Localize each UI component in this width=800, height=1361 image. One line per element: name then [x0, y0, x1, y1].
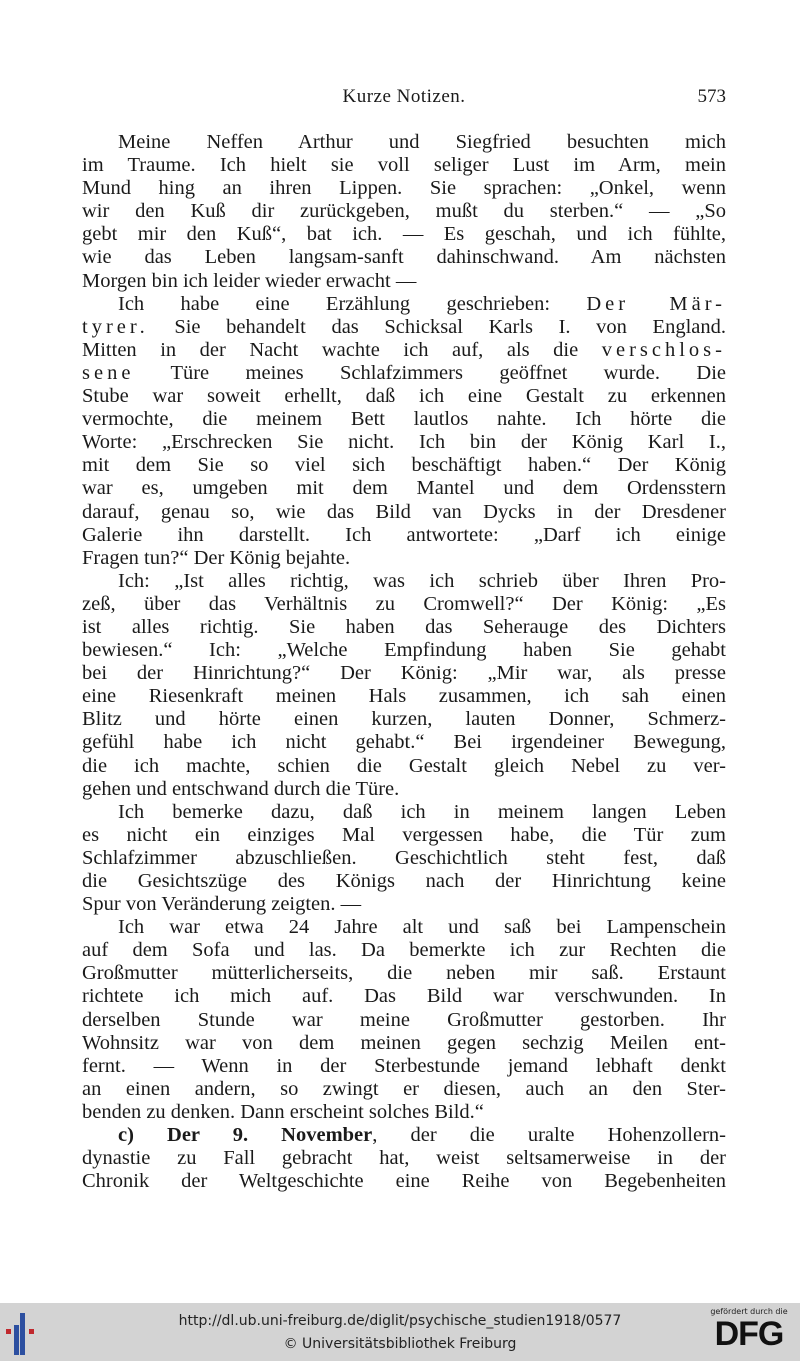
text-segment: derselben Stunde war meine Großmutter gestorben. Ihr	[82, 1008, 726, 1031]
text-segment: gebt mir den Kuß“, bat ich. — Es geschah, und ich fühlte,	[82, 223, 726, 246]
text-line	[82, 316, 726, 339]
text-line	[82, 824, 726, 847]
text-line-content	[82, 547, 726, 570]
text-segment: Ich bemerke dazu, daß ich in meinem langen Leben	[118, 800, 726, 823]
text-segment: Mitten in der Nacht wachte ich auf, als die	[82, 338, 602, 361]
text-line	[82, 1078, 726, 1101]
text-line-content	[82, 708, 726, 731]
text-segment: Ich habe eine Erzählung geschrieben:	[118, 292, 587, 315]
text-line-content	[82, 731, 726, 754]
text-line-content	[82, 431, 726, 454]
text-line-content	[82, 1032, 726, 1055]
text-line	[82, 431, 726, 454]
text-segment: an einen andern, so zwingt er diesen, auch an den Ster-	[82, 1077, 726, 1100]
text-segment: Morgen bin ich leider wieder erwacht —	[82, 269, 417, 292]
text-line	[82, 385, 726, 408]
text-line-content	[82, 870, 726, 893]
running-head	[82, 86, 726, 112]
dfg-logo-text: DFG	[714, 1315, 784, 1353]
text-segment: gehen und entschwand durch die Türe.	[82, 777, 400, 800]
text-segment: Ich war etwa 24 Jahre alt und saß bei Lampenschein	[118, 916, 726, 939]
text-line	[82, 131, 726, 154]
text-line-content	[82, 824, 726, 847]
text-segment: war es, umgeben mit dem Mantel und dem Ordensstern	[82, 477, 726, 500]
footer-bar	[0, 1303, 800, 1361]
text-line	[82, 477, 726, 500]
dfg-logo	[708, 1307, 790, 1357]
text-line	[82, 200, 726, 223]
text-line	[82, 524, 726, 547]
text-line-content	[118, 916, 726, 939]
text-line	[82, 1147, 726, 1170]
text-line	[82, 616, 726, 639]
spaced-emphasis-text: Der Mär-	[586, 292, 726, 315]
text-line-content	[82, 316, 726, 339]
text-line	[82, 1055, 726, 1078]
running-title: Kurze Notizen.	[342, 86, 466, 107]
text-line	[82, 778, 726, 801]
text-line	[82, 962, 726, 985]
text-segment: Blitz und hörte einen kurzen, lauten Donner, Schmerz-	[82, 708, 726, 731]
text-line-content	[82, 154, 726, 177]
text-segment: Schlafzimmer abzuschließen. Geschichtlich steht fest, daß	[82, 846, 726, 869]
text-segment: richtete ich mich auf. Das Bild war verschwunden. In	[82, 985, 726, 1008]
text-line	[82, 916, 726, 939]
text-segment: bei der Hinrichtung?“ Der König: „Mir war, als presse	[82, 662, 726, 685]
bold-heading-text: c) Der 9. November	[118, 1124, 373, 1147]
text-line-content	[82, 501, 726, 524]
text-line	[82, 685, 726, 708]
text-line	[82, 454, 726, 477]
text-line-content	[82, 1101, 726, 1124]
text-line-content	[82, 362, 726, 385]
text-line-content	[82, 200, 726, 223]
text-segment: darauf, genau so, wie das Bild van Dycks in der Dresdener	[82, 500, 726, 523]
text-line	[82, 177, 726, 200]
text-segment: es nicht ein einziges Mal vergessen habe, die Tür zum	[82, 823, 726, 846]
text-line-content	[82, 893, 726, 916]
text-line	[82, 501, 726, 524]
text-line	[82, 1032, 726, 1055]
text-segment: die Gesichtszüge des Königs nach der Hinrichtung keine	[82, 870, 726, 892]
text-segment: wir den Kuß dir zurückgeben, mußt du sterben.“ — „So	[82, 200, 726, 223]
text-line	[82, 223, 726, 246]
text-line	[82, 593, 726, 616]
text-segment: auf dem Sofa und las. Da bemerkte ich zur Rechten die	[82, 939, 726, 962]
text-segment: Wohnsitz war von dem meinen gegen sechzig Meilen ent-	[82, 1031, 726, 1054]
text-line-content	[82, 246, 726, 269]
text-line-content	[82, 985, 726, 1008]
text-line	[82, 1101, 726, 1124]
text-segment: Stube war soweit erhellt, daß ich eine Gestalt zu erkennen	[82, 385, 726, 408]
text-line	[82, 939, 726, 962]
text-segment: dynastie zu Fall gebracht hat, weist seltsamerweise in der	[82, 1147, 726, 1170]
text-segment: ist alles richtig. Sie haben das Seherauge des Dichters	[82, 615, 726, 638]
text-line	[82, 1170, 726, 1193]
text-segment: mit dem Sie so viel sich beschäftigt haben.“ Der König	[82, 454, 726, 477]
text-line-content	[82, 1078, 726, 1101]
text-segment: benden zu denken. Dann erscheint solches Bild.“	[82, 1100, 484, 1123]
text-line-content	[82, 662, 726, 685]
text-segment: Meine Neffen Arthur und Siegfried besuchten mich	[118, 131, 726, 153]
text-line-content	[118, 131, 726, 154]
spaced-emphasis-text: sene	[82, 361, 135, 384]
text-line-content	[82, 177, 726, 200]
text-line	[82, 362, 726, 385]
text-line-content	[82, 778, 726, 801]
text-line	[82, 755, 726, 778]
text-segment: fernt. — Wenn in der Sterbestunde jemand lebhaft denkt	[82, 1054, 726, 1077]
text-line	[82, 662, 726, 685]
spaced-emphasis-text: verschlos-	[601, 338, 726, 361]
text-line-content	[82, 339, 726, 362]
text-segment: Sie behandelt das Schicksal Karls I. von England.	[148, 315, 726, 338]
text-segment: gefühl habe ich nicht gehabt.“ Bei irgendeiner Bewegung,	[82, 731, 726, 754]
text-line-content	[82, 408, 726, 431]
text-line	[82, 1009, 726, 1032]
text-segment: Spur von Veränderung zeigten. —	[82, 893, 362, 916]
text-segment: im Traume. Ich hielt sie voll seliger Lust im Arm, mein	[82, 154, 726, 177]
text-line-content	[82, 755, 726, 778]
text-line-content	[82, 223, 726, 246]
text-line-content	[82, 847, 726, 870]
text-line-content	[82, 685, 726, 708]
text-segment: Großmutter mütterlicherseits, die neben mir saß. Erstaunt	[82, 962, 726, 985]
text-line-content	[82, 1170, 726, 1193]
text-segment: die ich machte, schien die Gestalt gleich Nebel zu ver-	[82, 754, 726, 777]
text-line-content	[82, 454, 726, 477]
text-line	[82, 408, 726, 431]
text-line	[82, 985, 726, 1008]
dfg-caption: gefördert durch die	[710, 1307, 788, 1316]
text-line-content	[82, 616, 726, 639]
page-number: 573	[697, 86, 726, 107]
text-line-content	[82, 939, 726, 962]
text-line-content	[118, 570, 726, 593]
text-segment: bewiesen.“ Ich: „Welche Empfindung haben Sie gehabt	[82, 639, 726, 662]
text-line-content	[82, 1009, 726, 1032]
text-line-content	[118, 801, 726, 824]
text-segment: Galerie ihn darstellt. Ich antwortete: „Darf ich einige	[82, 523, 726, 546]
text-line	[82, 731, 726, 754]
text-line	[82, 708, 726, 731]
text-line	[82, 154, 726, 177]
text-segment: Fragen tun?“ Der König bejahte.	[82, 546, 351, 569]
text-line-content	[82, 593, 726, 616]
text-segment: , der die uralte Hohenzollern-	[372, 1124, 727, 1147]
text-line	[82, 547, 726, 570]
text-line-content	[118, 293, 726, 316]
text-line	[82, 246, 726, 269]
text-segment: zeß, über das Verhältnis zu Cromwell?“ Der König: „Es	[82, 592, 726, 615]
text-segment: wie das Leben langsam-sanft dahinschwand. Am nächsten	[82, 246, 726, 269]
text-segment: Chronik der Weltgeschichte eine Reihe von Begebenheiten	[82, 1170, 726, 1193]
text-line-content	[82, 962, 726, 985]
text-line-content	[82, 524, 726, 547]
text-line	[82, 1124, 726, 1147]
text-line-content	[82, 639, 726, 662]
text-line	[82, 270, 726, 293]
text-line	[82, 293, 726, 316]
source-url-link[interactable]: http://dl.ub.uni-freiburg.de/diglit/psychische_studien1918/0577	[178, 1313, 622, 1329]
text-segment: vermochte, die meinem Bett lautlos nahte. Ich hörte die	[82, 408, 726, 431]
text-segment: Worte: „Erschrecken Sie nicht. Ich bin der König Karl I.,	[82, 431, 726, 454]
text-line-content	[82, 385, 726, 408]
body-text	[82, 131, 726, 1193]
spaced-emphasis-text: tyrer.	[82, 315, 149, 338]
text-segment: eine Riesenkraft meinen Hals zusammen, ich sah einen	[82, 685, 726, 708]
text-line	[82, 570, 726, 593]
text-line	[82, 870, 726, 893]
text-line-content	[82, 1055, 726, 1078]
text-line-content	[118, 1124, 726, 1147]
text-line	[82, 801, 726, 824]
text-line	[82, 639, 726, 662]
text-line	[82, 339, 726, 362]
text-line	[82, 847, 726, 870]
text-line-content	[82, 270, 726, 293]
text-line-content	[82, 1147, 726, 1170]
text-line-content	[82, 477, 726, 500]
text-segment: Mund hing an ihren Lippen. Sie sprachen: „Onkel, wenn	[82, 177, 726, 200]
text-line	[82, 893, 726, 916]
copyright-notice: © Universitätsbibliothek Freiburg	[283, 1336, 517, 1352]
text-segment: Ich: „Ist alles richtig, was ich schrieb über Ihren Pro-	[118, 569, 726, 592]
text-segment: Türe meines Schlafzimmers geöffnet wurde. Die	[134, 361, 726, 384]
